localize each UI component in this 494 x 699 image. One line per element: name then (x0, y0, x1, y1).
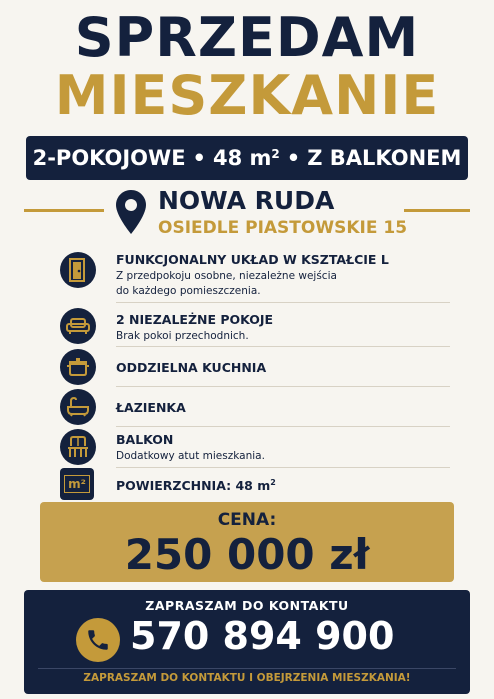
divider-right (404, 209, 470, 212)
feature-separator (116, 302, 450, 303)
area-icon (60, 468, 94, 500)
feature-layout (60, 248, 460, 300)
street-address: OSIEDLE PIASTOWSKIE 15 (158, 218, 408, 238)
balcony-label: Z BALKONEM (307, 146, 462, 170)
feature-kitchen (60, 348, 460, 386)
area-title-superscript: 2 (270, 478, 276, 487)
balcony-icon (60, 429, 96, 465)
feature-title: 2 NIEZALEŻNE POKOJE (116, 312, 274, 327)
price-value: 250 000 zł (124, 530, 370, 579)
door-icon (60, 252, 96, 288)
feature-title: ODDZIELNA KUCHNIA (116, 360, 267, 375)
feature-description: Dodatkowy atut mieszkania. (116, 450, 265, 462)
footer-divider (38, 668, 456, 669)
area-icon-text: m² (64, 475, 90, 493)
separator: • (192, 146, 206, 170)
apartment-summary-banner (26, 136, 468, 180)
headline-line2: MIESZKANIE (54, 64, 440, 127)
feature-balcony (60, 428, 460, 468)
pot-icon (60, 349, 96, 385)
feature-separator (116, 386, 450, 387)
headline-line1: SPRZEDAM (74, 6, 420, 69)
map-pin-icon (116, 190, 146, 234)
feature-separator (116, 346, 450, 347)
city-name: NOWA RUDA (158, 186, 335, 215)
feature-description: Brak pokoi przechodnich. (116, 330, 249, 342)
phone-icon (76, 618, 120, 662)
feature-separator (116, 426, 450, 427)
area-superscript: 2 (271, 147, 280, 161)
contact-box (24, 590, 470, 694)
area-label: 48 m (212, 146, 272, 170)
contact-label: ZAPRASZAM DO KONTAKTU (145, 598, 349, 613)
rooms-label: 2-POKOJOWE (32, 146, 186, 170)
feature-title: BALKON (116, 432, 174, 447)
area-title-text: POWIERZCHNIA: 48 m (116, 478, 271, 494)
price-label: CENA: (217, 510, 277, 530)
phone-number[interactable]: 570 894 900 (130, 614, 395, 658)
divider-left (24, 209, 104, 212)
feature-title: FUNKCJONALNY UKŁAD W KSZTAŁCIE L (116, 252, 389, 267)
feature-bathroom (60, 388, 460, 426)
feature-description: Z przedpokoju osobne, niezależne wejścia (116, 270, 337, 282)
sofa-icon (60, 308, 96, 344)
bathtub-icon (60, 389, 96, 425)
separator: • (286, 146, 301, 170)
footer-text: ZAPRASZAM DO KONTAKTU I OBEJRZENIA MIESZKANIA! (83, 672, 411, 684)
feature-title: ŁAZIENKA (116, 400, 186, 415)
price-box (40, 502, 454, 582)
feature-description: do każdego pomieszczenia. (116, 285, 261, 297)
feature-rooms (60, 306, 460, 346)
feature-title (116, 478, 276, 493)
feature-area (60, 466, 460, 502)
